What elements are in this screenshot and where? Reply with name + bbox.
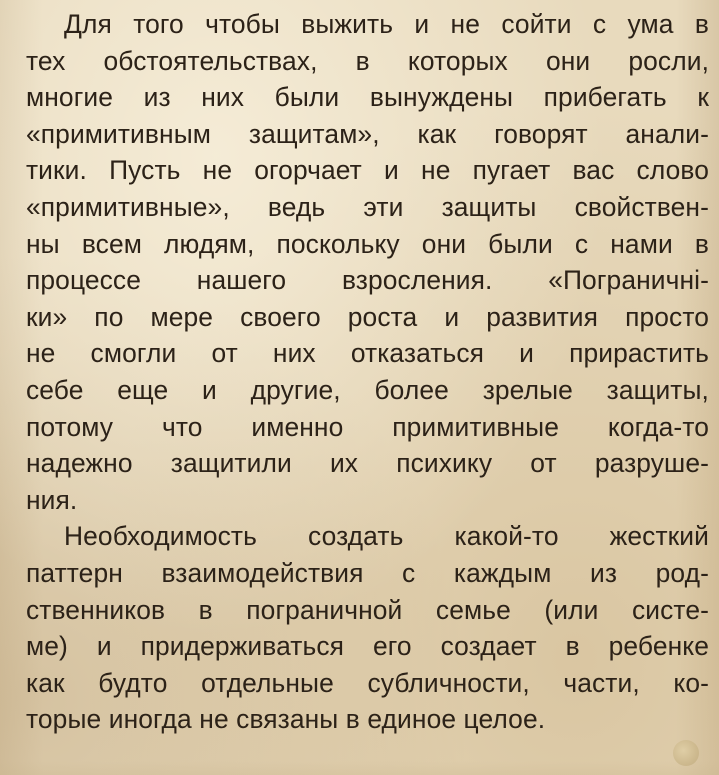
text-line: тех обстоятельствах, в которых они росли, [26, 45, 709, 76]
page-edge-shadow [0, 761, 719, 775]
text-line: ки» по мере своего роста и развития просто [26, 301, 709, 332]
text-line: себе еще и другие, более зрелые защиты, [26, 374, 709, 405]
text-line: ния. [26, 484, 78, 515]
text-line: Необходимость создать какой-то жесткий [64, 521, 709, 552]
text-line: «примитивным защитам», как говорят анали- [26, 118, 709, 149]
paragraph-1 [26, 6, 709, 518]
text-line: «примитивные», ведь эти защиты свойствен- [26, 191, 709, 222]
text-line: потому что именно примитивные когда-то [26, 411, 709, 442]
text-line: Для того чтобы выжить и не сойти с ума в [64, 9, 709, 39]
text-line: как будто отдельные субличности, части, ко- [26, 667, 709, 698]
text-line: тики. Пусть не огорчает и не пугает вас слово [26, 155, 709, 186]
text-line: ны всем людям, поскольку они были с нами в [26, 228, 709, 259]
text-line: ственников в пограничной семье (или систе- [26, 594, 709, 625]
text-line: процессе нашего взросления. «Пограничні- [26, 265, 709, 296]
text-line: паттерн взаимодействия с каждым из род- [26, 557, 709, 588]
paragraph-2 [26, 518, 709, 738]
text-line: надежно защитили их психику от разруше- [26, 448, 709, 479]
text-line: многие из них были вынуждены прибегать к [26, 82, 709, 113]
text-line: торые иногда не связаны в единое целое. [26, 704, 546, 735]
page-text [26, 6, 709, 738]
text-line: не смогли от них отказаться и прирастить [26, 338, 709, 369]
text-line: ме) и придерживаться его создает в ребенке [26, 631, 709, 662]
